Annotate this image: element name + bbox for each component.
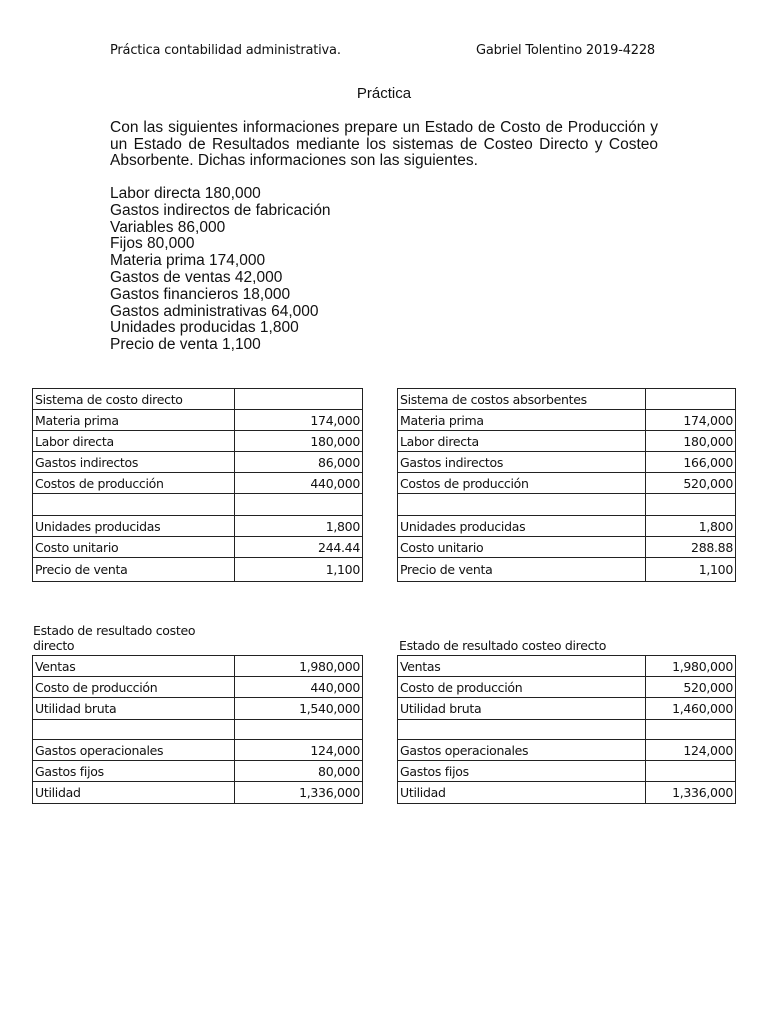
table-row: Costos de producción 440,000 — [33, 473, 363, 494]
table-row — [33, 494, 363, 516]
table-row: Costo unitario 288.88 — [398, 537, 736, 558]
table-row: Utilidad bruta 1,540,000 — [33, 698, 363, 720]
table-row: Gastos operacionales 124,000 — [33, 740, 363, 761]
table-row: Utilidad 1,336,000 — [398, 782, 736, 804]
list-item: Labor directa 180,000 — [110, 185, 261, 202]
table-result-absorbent — [397, 655, 736, 804]
table-row: Gastos indirectos 166,000 — [398, 452, 736, 473]
page-title: Práctica — [356, 85, 412, 102]
table-row: Costo de producción 520,000 — [398, 677, 736, 698]
table-row — [398, 494, 736, 516]
list-item: Precio de venta 1,100 — [110, 336, 261, 354]
list-item: Fijos 80,000 — [110, 235, 195, 253]
table-result-direct — [32, 655, 363, 804]
intro-paragraph: Con las siguientes informaciones prepare un Estado de Costo de Producción y un Estado de Resultados mediante los sistemas de Costeo Directo y Costeo Absorbente. Dichas informaciones son las siguientes. — [110, 119, 658, 169]
table-row: Gastos fijos — [398, 761, 736, 782]
table-row: Labor directa 180,000 — [33, 431, 363, 452]
list-item: Gastos indirectos de fabricación — [110, 201, 331, 219]
header-right: Gabriel Tolentino 2019-4228 — [475, 43, 655, 58]
table-row: Gastos fijos 80,000 — [33, 761, 363, 782]
table-row: Utilidad bruta 1,460,000 — [398, 698, 736, 720]
list-item: Gastos administrativas 64,000 — [110, 302, 319, 320]
table-row: Precio de venta 1,100 — [398, 558, 736, 582]
table-row: Labor directa 180,000 — [398, 431, 736, 452]
table-row — [398, 720, 736, 740]
table-row: Gastos operacionales 124,000 — [398, 740, 736, 761]
table-row: Costos de producción 520,000 — [398, 473, 736, 494]
table-header: Sistema de costo directo — [33, 389, 235, 410]
table-row: Ventas 1,980,000 — [398, 656, 736, 677]
list-item: Variables 86,000 — [110, 218, 226, 236]
table-row: Unidades producidas 1,800 — [33, 516, 363, 537]
list-item: Gastos financieros 18,000 — [110, 285, 291, 303]
table-row: Utilidad 1,336,000 — [33, 782, 363, 804]
data-list — [110, 186, 331, 354]
table-row: Unidades producidas 1,800 — [398, 516, 736, 537]
table-row: Gastos indirectos 86,000 — [33, 452, 363, 473]
table-header: Sistema de costos absorbentes — [398, 389, 646, 410]
list-item: Gastos de ventas 42,000 — [110, 268, 283, 286]
table-row: Costo unitario 244.44 — [33, 537, 363, 558]
result-absorbent-caption: Estado de resultado costeo directo — [399, 638, 607, 653]
table-row — [33, 720, 363, 740]
header-left: Práctica contabilidad administrativa. — [110, 43, 341, 58]
result-direct-caption: Estado de resultado costeo directo — [33, 623, 196, 653]
table-cost-absorbent — [397, 388, 736, 582]
list-item: Unidades producidas 1,800 — [110, 319, 299, 337]
table-row: Materia prima 174,000 — [398, 410, 736, 431]
table-cost-direct — [32, 388, 363, 582]
table-row: Costo de producción 440,000 — [33, 677, 363, 698]
table-row: Ventas 1,980,000 — [33, 656, 363, 677]
table-row: Materia prima 174,000 — [33, 410, 363, 431]
table-row: Precio de venta 1,100 — [33, 558, 363, 582]
list-item: Materia prima 174,000 — [110, 252, 266, 270]
